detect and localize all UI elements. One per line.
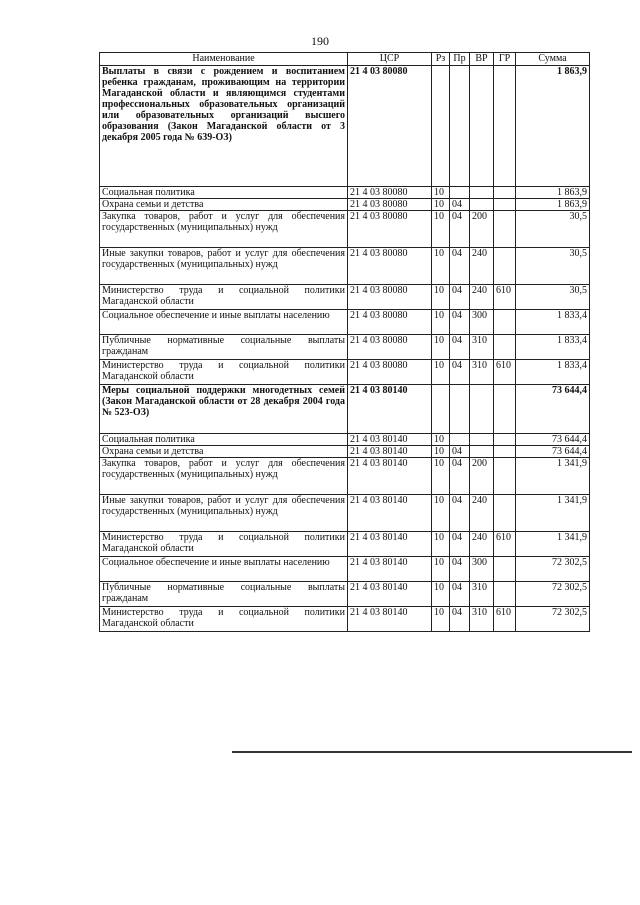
row-gr — [494, 495, 516, 532]
row-name: Иные закупки товаров, работ и услуг для обеспечения государственных (муниципальных) нужд — [100, 495, 348, 532]
row-vr — [470, 187, 494, 199]
row-pr: 04 — [450, 199, 470, 211]
row-rz: 10 — [432, 557, 450, 582]
row-sum: 1 863,9 — [516, 187, 590, 199]
row-csr: 21 4 03 80140 — [348, 385, 432, 434]
row-sum: 1 833,4 — [516, 360, 590, 385]
row-gr: 610 — [494, 360, 516, 385]
row-vr — [470, 199, 494, 211]
row-vr: 310 — [470, 360, 494, 385]
row-gr — [494, 211, 516, 248]
row-sum: 73 644,4 — [516, 385, 590, 434]
row-name: Министерство труда и социальной политики Магаданской области — [100, 360, 348, 385]
row-name: Выплаты в связи с рождением и воспитанием ребенка гражданам, проживающим на территории Магаданской области и являющимся студентами профессиональных образовательных организаций или образовательных организаций высшего образования (Закон Магаданской области от 3 декабря 2005 года № 639-ОЗ) — [100, 66, 348, 187]
row-pr: 04 — [450, 495, 470, 532]
row-rz — [432, 385, 450, 434]
row-name: Закупка товаров, работ и услуг для обеспечения государственных (муниципальных) нужд — [100, 458, 348, 495]
table-row — [100, 607, 590, 632]
row-sum: 72 302,5 — [516, 557, 590, 582]
row-sum: 30,5 — [516, 248, 590, 285]
row-name: Меры социальной поддержки многодетных семей (Закон Магаданской области от 28 декабря 2004 года № 523-ОЗ) — [100, 385, 348, 434]
row-vr — [470, 385, 494, 434]
table-header-row — [100, 53, 590, 66]
budget-table — [99, 52, 590, 632]
row-sum: 72 302,5 — [516, 607, 590, 632]
row-vr: 240 — [470, 285, 494, 310]
row-vr: 240 — [470, 532, 494, 557]
row-gr — [494, 434, 516, 446]
table-row — [100, 385, 590, 434]
row-csr: 21 4 03 80140 — [348, 607, 432, 632]
row-pr: 04 — [450, 607, 470, 632]
table-row — [100, 532, 590, 557]
row-pr — [450, 66, 470, 187]
row-name: Социальное обеспечение и иные выплаты населению — [100, 310, 348, 335]
row-name: Министерство труда и социальной политики Магаданской области — [100, 532, 348, 557]
row-pr: 04 — [450, 248, 470, 285]
row-rz — [432, 66, 450, 187]
row-gr — [494, 557, 516, 582]
row-rz: 10 — [432, 335, 450, 360]
row-csr: 21 4 03 80140 — [348, 582, 432, 607]
col-header-name: Наименование — [100, 53, 348, 66]
row-name: Закупка товаров, работ и услуг для обеспечения государственных (муниципальных) нужд — [100, 211, 348, 248]
row-csr: 21 4 03 80140 — [348, 434, 432, 446]
row-sum: 1 341,9 — [516, 495, 590, 532]
page-number: 190 — [311, 34, 329, 48]
row-rz: 10 — [432, 248, 450, 285]
row-name: Публичные нормативные социальные выплаты гражданам — [100, 335, 348, 360]
row-vr: 200 — [470, 458, 494, 495]
row-rz: 10 — [432, 187, 450, 199]
row-csr: 21 4 03 80140 — [348, 458, 432, 495]
row-csr: 21 4 03 80140 — [348, 557, 432, 582]
row-gr — [494, 385, 516, 434]
row-csr: 21 4 03 80080 — [348, 335, 432, 360]
table-row — [100, 66, 590, 187]
row-csr: 21 4 03 80080 — [348, 199, 432, 211]
row-vr: 310 — [470, 607, 494, 632]
table-row — [100, 310, 590, 335]
row-vr: 200 — [470, 211, 494, 248]
row-rz: 10 — [432, 446, 450, 458]
row-csr: 21 4 03 80080 — [348, 66, 432, 187]
row-pr: 04 — [450, 211, 470, 248]
table-row — [100, 582, 590, 607]
row-sum: 73 644,4 — [516, 446, 590, 458]
row-rz: 10 — [432, 211, 450, 248]
row-sum: 73 644,4 — [516, 434, 590, 446]
row-vr: 300 — [470, 557, 494, 582]
table-row — [100, 557, 590, 582]
table-row — [100, 495, 590, 532]
row-sum: 1 863,9 — [516, 199, 590, 211]
footer-divider — [232, 751, 632, 753]
row-name: Социальная политика — [100, 434, 348, 446]
row-rz: 10 — [432, 495, 450, 532]
row-pr: 04 — [450, 335, 470, 360]
row-name: Социальная политика — [100, 187, 348, 199]
row-pr: 04 — [450, 446, 470, 458]
row-rz: 10 — [432, 199, 450, 211]
table-row — [100, 335, 590, 360]
row-csr: 21 4 03 80080 — [348, 211, 432, 248]
table-row — [100, 285, 590, 310]
row-gr — [494, 248, 516, 285]
row-sum: 72 302,5 — [516, 582, 590, 607]
row-gr — [494, 458, 516, 495]
row-pr: 04 — [450, 360, 470, 385]
row-csr: 21 4 03 80140 — [348, 446, 432, 458]
row-sum: 1 833,4 — [516, 310, 590, 335]
row-pr: 04 — [450, 285, 470, 310]
row-rz: 10 — [432, 582, 450, 607]
row-sum: 1 833,4 — [516, 335, 590, 360]
row-vr: 310 — [470, 335, 494, 360]
row-csr: 21 4 03 80140 — [348, 532, 432, 557]
row-vr: 310 — [470, 582, 494, 607]
row-rz: 10 — [432, 532, 450, 557]
table-row — [100, 458, 590, 495]
row-pr: 04 — [450, 557, 470, 582]
row-gr: 610 — [494, 532, 516, 557]
table-body — [100, 66, 590, 632]
row-vr: 300 — [470, 310, 494, 335]
row-sum: 1 341,9 — [516, 532, 590, 557]
row-name: Министерство труда и социальной политики Магаданской области — [100, 607, 348, 632]
row-name: Социальное обеспечение и иные выплаты населению — [100, 557, 348, 582]
row-rz: 10 — [432, 360, 450, 385]
row-pr: 04 — [450, 582, 470, 607]
col-header-sum: Сумма — [516, 53, 590, 66]
table-row — [100, 248, 590, 285]
row-name: Охрана семьи и детства — [100, 199, 348, 211]
col-header-csr: ЦСР — [348, 53, 432, 66]
row-csr: 21 4 03 80080 — [348, 360, 432, 385]
row-csr: 21 4 03 80080 — [348, 187, 432, 199]
row-gr: 610 — [494, 607, 516, 632]
table-row — [100, 446, 590, 458]
row-gr: 610 — [494, 285, 516, 310]
table-row — [100, 199, 590, 211]
row-pr: 04 — [450, 532, 470, 557]
row-sum: 30,5 — [516, 211, 590, 248]
row-rz: 10 — [432, 458, 450, 495]
row-gr — [494, 446, 516, 458]
row-rz: 10 — [432, 310, 450, 335]
row-gr — [494, 582, 516, 607]
row-sum: 1 863,9 — [516, 66, 590, 187]
row-gr — [494, 66, 516, 187]
row-rz: 10 — [432, 434, 450, 446]
row-csr: 21 4 03 80080 — [348, 248, 432, 285]
row-vr: 240 — [470, 495, 494, 532]
row-name: Министерство труда и социальной политики Магаданской области — [100, 285, 348, 310]
table-row — [100, 211, 590, 248]
col-header-rz: Рз — [432, 53, 450, 66]
table-row — [100, 434, 590, 446]
row-pr: 04 — [450, 310, 470, 335]
row-name: Иные закупки товаров, работ и услуг для обеспечения государственных (муниципальных) нужд — [100, 248, 348, 285]
row-rz: 10 — [432, 607, 450, 632]
row-name: Публичные нормативные социальные выплаты гражданам — [100, 582, 348, 607]
row-sum: 30,5 — [516, 285, 590, 310]
row-gr — [494, 199, 516, 211]
col-header-gr: ГР — [494, 53, 516, 66]
row-name: Охрана семьи и детства — [100, 446, 348, 458]
row-vr — [470, 446, 494, 458]
row-gr — [494, 187, 516, 199]
row-csr: 21 4 03 80140 — [348, 495, 432, 532]
row-sum: 1 341,9 — [516, 458, 590, 495]
col-header-vr: ВР — [470, 53, 494, 66]
row-pr — [450, 187, 470, 199]
row-pr — [450, 385, 470, 434]
table-row — [100, 187, 590, 199]
row-gr — [494, 335, 516, 360]
row-csr: 21 4 03 80080 — [348, 285, 432, 310]
col-header-pr: Пр — [450, 53, 470, 66]
row-rz: 10 — [432, 285, 450, 310]
row-pr: 04 — [450, 458, 470, 495]
row-vr: 240 — [470, 248, 494, 285]
table-row — [100, 360, 590, 385]
row-vr — [470, 434, 494, 446]
row-gr — [494, 310, 516, 335]
row-csr: 21 4 03 80080 — [348, 310, 432, 335]
row-vr — [470, 66, 494, 187]
row-pr — [450, 434, 470, 446]
